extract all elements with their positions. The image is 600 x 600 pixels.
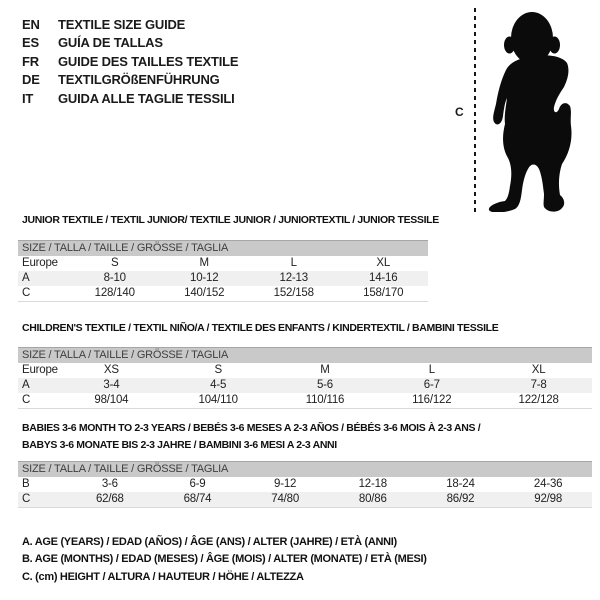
value-cell: 8-10 bbox=[70, 271, 160, 286]
value-cell: 116/122 bbox=[412, 394, 452, 406]
value-cell: 140/152 bbox=[184, 287, 225, 299]
size-header-cell: SIZE / TALLA / TAILLE / GRÖSSE / TAGLIA bbox=[18, 241, 428, 257]
size-header-cell: SIZE / TALLA / TAILLE / GRÖSSE / TAGLIA bbox=[18, 462, 592, 478]
value-cell: 110/116 bbox=[305, 394, 345, 406]
row-label-cell: B bbox=[22, 478, 30, 490]
value-cell: 14-16 bbox=[339, 271, 429, 286]
lang-code: DE bbox=[22, 72, 40, 88]
table-row bbox=[18, 477, 592, 492]
value-cell: 152/158 bbox=[273, 287, 314, 299]
babies-table-title-line-1: BABIES 3-6 MONTH TO 2-3 YEARS / BEBÉS 3-6 MESES A 2-3 AÑOS / BÉBÉS 3-6 MOIS À 2-3 ANS / bbox=[22, 422, 481, 434]
value-cell: 6-7 bbox=[378, 378, 485, 393]
value-cell: M bbox=[320, 364, 330, 376]
value-cell: 92/98 bbox=[504, 492, 592, 508]
lang-code: IT bbox=[22, 90, 34, 106]
size-header-row bbox=[18, 348, 592, 364]
table-row bbox=[18, 286, 428, 302]
lang-label: GUIDA ALLE TAGLIE TESSILI bbox=[58, 90, 235, 106]
value-cell: XS bbox=[103, 364, 119, 376]
value-cell: 5-6 bbox=[272, 378, 379, 393]
height-marker-label: C bbox=[455, 105, 464, 119]
value-cell: S bbox=[214, 364, 222, 376]
value-cell: 3-4 bbox=[58, 378, 165, 393]
value-cell: 158/170 bbox=[363, 287, 404, 299]
value-cell: XL bbox=[376, 257, 391, 269]
value-cell: 12-18 bbox=[358, 478, 387, 490]
row-label-cell: A bbox=[18, 271, 70, 286]
children-table-title: CHILDREN'S TEXTILE / TEXTIL NIÑO/A / TEXTILE DES ENFANTS / KINDERTEXTIL / BAMBINI TESSILE bbox=[22, 322, 499, 334]
value-cell: 98/104 bbox=[94, 394, 129, 406]
value-cell: 80/86 bbox=[329, 492, 417, 508]
row-label-cell: C bbox=[22, 394, 31, 406]
lang-label: TEXTILGRÖßENFÜHRUNG bbox=[58, 72, 220, 88]
babies-table-title bbox=[22, 420, 480, 454]
lang-row-fr bbox=[22, 53, 238, 71]
value-cell: 86/92 bbox=[417, 492, 505, 508]
legend-note-c: C. (cm) HEIGHT / ALTURA / HAUTEUR / HÖHE / ALTEZZA bbox=[22, 570, 304, 583]
height-measure-dashed-line bbox=[474, 8, 476, 215]
table-row bbox=[18, 378, 592, 393]
row-label-cell: C bbox=[22, 287, 31, 299]
legend-notes bbox=[22, 534, 427, 586]
lang-code: EN bbox=[22, 17, 40, 32]
value-cell: 122/128 bbox=[518, 394, 559, 406]
babies-table-title-line-2: BABYS 3-6 MONATE BIS 2-3 JAHRE / BAMBINI 3-6 MESI A 2-3 ANNI bbox=[22, 439, 337, 451]
table-row bbox=[18, 363, 592, 378]
lang-code: ES bbox=[22, 35, 39, 51]
value-cell: S bbox=[111, 257, 119, 269]
row-label-cell: A bbox=[18, 378, 58, 393]
value-cell: 62/68 bbox=[66, 492, 154, 508]
row-label-cell: C bbox=[18, 492, 66, 508]
size-header-row bbox=[18, 241, 428, 257]
value-cell: 6-9 bbox=[189, 478, 206, 490]
toddler-silhouette bbox=[482, 6, 594, 212]
lang-label: GUIDE DES TAILLES TEXTILE bbox=[58, 53, 239, 69]
value-cell: 68/74 bbox=[154, 492, 242, 508]
lang-label: TEXTILE SIZE GUIDE bbox=[58, 17, 186, 32]
children-size-table bbox=[18, 347, 592, 409]
value-cell: 24-36 bbox=[533, 478, 563, 490]
lang-row-de bbox=[22, 71, 238, 89]
value-cell: M bbox=[199, 257, 209, 269]
row-label-cell: Europe bbox=[22, 364, 58, 376]
value-cell: 3-6 bbox=[101, 478, 118, 490]
lang-row-es bbox=[22, 34, 238, 52]
value-cell: 12-13 bbox=[249, 271, 339, 286]
value-cell: 128/140 bbox=[94, 287, 135, 299]
size-header-cell: SIZE / TALLA / TAILLE / GRÖSSE / TAGLIA bbox=[18, 348, 592, 364]
value-cell: 18-24 bbox=[446, 478, 475, 490]
table-row bbox=[18, 393, 592, 409]
legend-note-a: A. AGE (YEARS) / EDAD (AÑOS) / ÂGE (ANS) / ALTER (JAHRE) / ETÀ (ANNI) bbox=[22, 536, 397, 548]
value-cell: 104/110 bbox=[198, 394, 238, 406]
value-cell: 10-12 bbox=[160, 271, 250, 286]
legend-note-b: B. AGE (MONTHS) / EDAD (MESES) / ÂGE (MOIS) / ALTER (MONATE) / ETÀ (MESI) bbox=[22, 553, 427, 566]
language-list bbox=[22, 16, 238, 108]
babies-size-table bbox=[18, 461, 592, 508]
size-header-row bbox=[18, 462, 592, 478]
value-cell: L bbox=[428, 364, 435, 376]
table-row bbox=[18, 492, 592, 508]
row-label-cell: Europe bbox=[22, 257, 58, 269]
value-cell: L bbox=[290, 257, 297, 269]
value-cell: XL bbox=[531, 364, 546, 376]
table-row bbox=[18, 271, 428, 286]
lang-code: FR bbox=[22, 53, 39, 69]
junior-table-title: JUNIOR TEXTILE / TEXTIL JUNIOR/ TEXTILE JUNIOR / JUNIORTEXTIL / JUNIOR TESSILE bbox=[22, 214, 439, 226]
value-cell: 74/80 bbox=[241, 492, 329, 508]
table-row bbox=[18, 256, 428, 271]
lang-row-it bbox=[22, 90, 238, 108]
value-cell: 7-8 bbox=[485, 378, 592, 393]
value-cell: 4-5 bbox=[165, 378, 272, 393]
junior-size-table bbox=[18, 240, 428, 302]
lang-label: GUÍA DE TALLAS bbox=[58, 35, 163, 51]
lang-row-en bbox=[22, 16, 238, 34]
value-cell: 9-12 bbox=[274, 478, 297, 490]
